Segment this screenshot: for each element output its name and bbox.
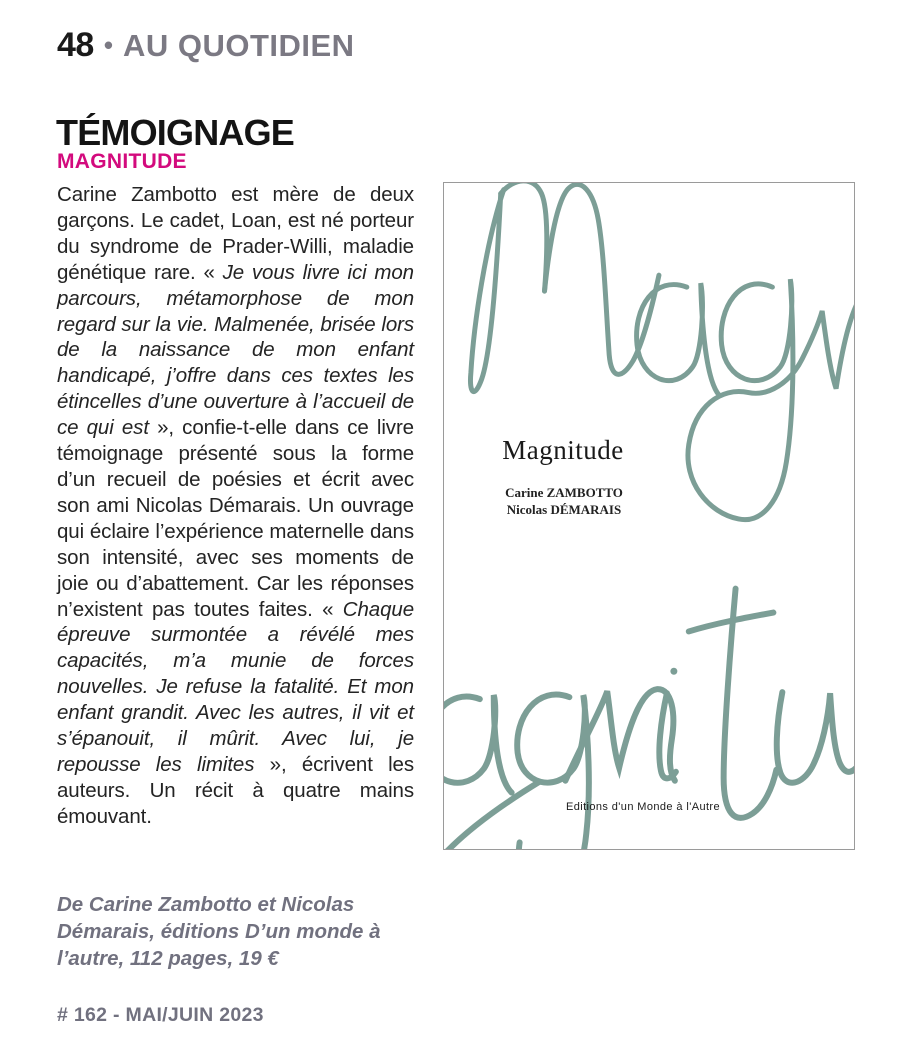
book-credit: De Carine Zambotto et Nicolas Démarais, éditions D’un monde à l’autre, 112 pages, 19 € xyxy=(57,893,381,970)
cover-author-2: Nicolas DÉMARAIS xyxy=(506,502,622,517)
article-body xyxy=(57,182,414,830)
page-number: 48 xyxy=(57,26,94,64)
cover-publisher: Editions d'un Monde à l'Autre xyxy=(566,801,720,813)
script-word-top xyxy=(470,183,854,520)
body-segment: Chaque épreuve surmontée a révélé mes capacités, m’a munie de forces nouvelles. Je refuse la fatalité. Et mon enfant grandit. Avec les autres, il vit et s’épanouit, il mûrit. Avec lui, je repousse les limites xyxy=(57,597,414,776)
cover-book-title: Magnitude xyxy=(502,435,624,465)
book-cover-image xyxy=(443,182,855,850)
body-segment: Carine Zambotto est mère de deux garçons. Le cadet, Loan, est né porteur du syndrome de Prader-Willi, maladie génétique rare. « xyxy=(57,183,414,284)
issue-number: # 162 - MAI/JUIN 2023 xyxy=(57,1004,264,1026)
cover-authors xyxy=(444,484,684,518)
bullet-separator-icon: • xyxy=(103,30,113,60)
body-segment: Je vous livre ici mon parcours, métamorphose de mon regard sur la vie. Malmenée, brisée lors de la naissance de mon enfant handicapé, j’offre dans ces textes les étincelles d’une ouverture à l’accueil de ce qui est xyxy=(57,260,414,440)
cover-author-1: Carine ZAMBOTTO xyxy=(505,485,623,500)
article-kicker: TÉMOIGNAGE xyxy=(56,112,295,153)
masthead xyxy=(57,26,355,65)
body-segment: », écrivent les auteurs. Un récit à quatre mains émouvant. xyxy=(57,752,414,828)
body-segment: », confie-t-elle dans ce livre témoignage présenté sous la forme d’un recueil de poésies et écrit avec son ami Nicolas Démarais. Un ouvrage qui éclaire l’expérience maternelle dans son intensité, avec ses moments de joie ou d’abattement. Car les réponses n’existent pas toutes faites. « xyxy=(57,416,414,621)
article-title: MAGNITUDE xyxy=(57,150,187,173)
section-title: AU QUOTIDIEN xyxy=(122,28,355,63)
